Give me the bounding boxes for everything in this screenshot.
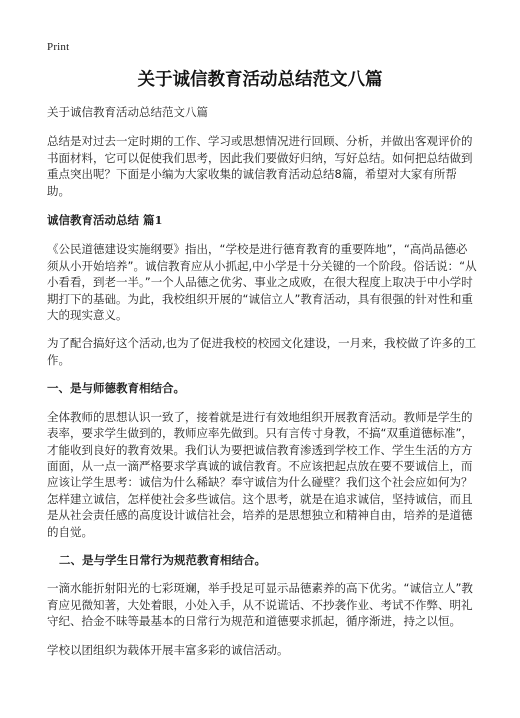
document-body — [47, 104, 477, 670]
body-paragraph-4: 一滴水能折射阳光的七彩斑斓，举手投足可显示品德素养的高下优劣。“诚信立人”教育应见微知著，大处着眼，小处入手，从不说谎话、不抄袭作业、考试不作弊、明礼守纪、拾金不昧等最基本的日常行为规范和道德要求抓起，循序渐进，持之以恒。 — [47, 581, 473, 629]
body-paragraph-1: 《公民道德建设实施纲要》指出，“学校是进行德育教育的重要阵地”，“高尚品德必须从小开始培养”。诚信教育应从小抓起,中小学是十分关键的一个阶段。俗话说：“从小看看，到老一半。”一个人品德之优劣、事业之成败，在很大程度上取决于中小学时期打下的基础。为此，我校组织开展的“诚信立人”教育活动，具有很强的针对性和重大的现实意义。 — [47, 242, 477, 323]
document-title: 关于诚信教育活动总结范文八篇 — [137, 70, 383, 90]
section-heading: 诚信教育活动总结 篇1 — [47, 213, 163, 228]
body-paragraph-5: 学校以团组织为载体开展丰富多彩的诚信活动。 — [47, 642, 289, 657]
body-paragraph-3: 全体教师的思想认识一致了，接着就是进行有效地组织开展教育活动。教师是学生的表率，要求学生做到的，教师应率先做到。只有言传寸身教，不搞“双重道德标准”，才能收到良好的教育效果。我们认为要把诚信教育渗透到学校工作、学生生活的方方面面，从一点一滴严格要求学真诚的诚信教育。不应该把起点放在要不要诚信上，而应该让学生思考：诚信为什么稀缺？奉守诚信为什么碰壁？我们这个社会应如何为？怎样建立诚信，怎样使社会多些诚信。这个思考，就是在追求诚信，坚持诚信，而且是从社会责任感的高度设计诚信社会，培养的是思想独立和精神自由，培养的是道德的自觉。 — [47, 409, 473, 539]
document-subtitle: 关于诚信教育活动总结范文八篇 — [47, 105, 208, 119]
body-paragraph-2: 为了配合搞好这个活动,也为了促进我校的校园文化建设，一月来，我校做了许多的工作。 — [47, 336, 477, 367]
subheading-1: 一、是与师德教育相结合。 — [47, 381, 185, 396]
subheading-2: 二、是与学生日常行为规范教育相结合。 — [59, 552, 266, 567]
print-link[interactable]: Print — [47, 41, 70, 53]
intro-paragraph: 总结是对过去一定时期的工作、学习或思想情况进行回顾、分析，并做出客观评价的书面材料，它可以促使我们思考，因此我们要做好归纳，写好总结。如何把总结做到重点突出呢？下面是小编为大家收集的诚信教育活动总结8篇，希望对大家有所帮助。 — [47, 134, 473, 198]
